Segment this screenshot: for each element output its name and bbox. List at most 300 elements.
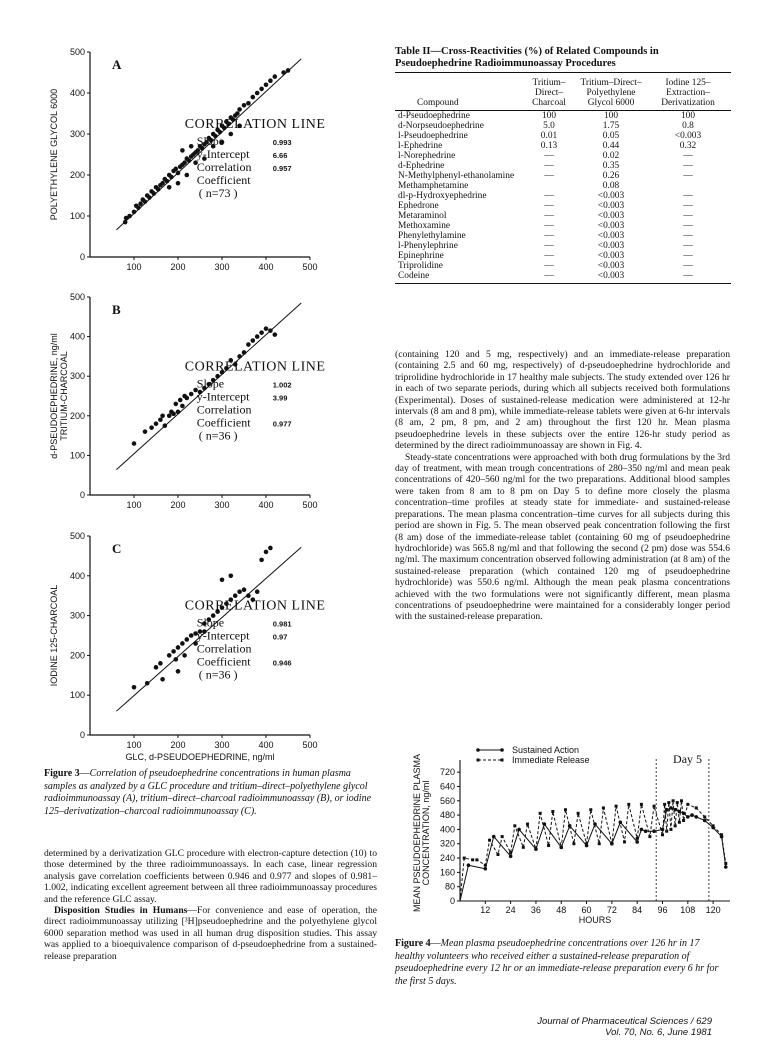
table-2-rule-top bbox=[395, 72, 731, 73]
figure-3-caption: Figure 3—Correlation of pseudoephedrine concentrations in human plasma samples as analyzed by a GLC procedure and tritium–direct–polyethylene glycol radioimmunoassay (A), tritium–direct–charcoal radioimmunoassay (B), or iodine 125–derivatization–charcoal radioimmunoassay (C). bbox=[44, 768, 372, 817]
left-paragraph-2: —For convenience and ease of operation, the direct radioimmunoassay utilizing [³H]pseudoephedrine and the polyethylene glycol 6000 separation method was used in all human drug disposition studies. This assay was applied to a bioequivalence comparison of d-pseudoephedrine from a sustained-release preparation bbox=[44, 905, 377, 962]
table-row bbox=[395, 261, 731, 271]
table-row bbox=[395, 271, 731, 281]
data-point bbox=[259, 558, 264, 563]
data-point bbox=[680, 799, 683, 802]
panel-letter: A bbox=[112, 57, 122, 72]
value-cell: 5.0 bbox=[543, 121, 555, 131]
data-point bbox=[694, 815, 698, 819]
x-tick-label: 48 bbox=[556, 905, 567, 915]
y-tick-label: 300 bbox=[69, 371, 85, 382]
value-cell: — bbox=[683, 221, 693, 231]
y-tick-label: 480 bbox=[439, 810, 455, 821]
compound-cell: d-Norpseudoephedrine bbox=[398, 121, 484, 131]
data-point bbox=[167, 653, 172, 658]
y-tick-label: 500 bbox=[69, 531, 85, 541]
data-point bbox=[127, 214, 132, 219]
data-point bbox=[667, 801, 670, 804]
compound-cell: Metaraminol bbox=[398, 211, 447, 221]
data-point bbox=[189, 392, 194, 397]
y-tick-label: 500 bbox=[69, 47, 85, 57]
y-tick-label: 400 bbox=[69, 88, 85, 98]
data-point bbox=[686, 803, 689, 806]
data-point bbox=[610, 842, 613, 845]
value-cell: — bbox=[544, 201, 554, 211]
data-point bbox=[123, 220, 128, 225]
value-cell: — bbox=[544, 251, 554, 261]
value-cell: — bbox=[683, 241, 693, 251]
data-point bbox=[669, 828, 672, 831]
y-tick-label: 80 bbox=[444, 881, 455, 892]
stat-value: 0.977 bbox=[272, 419, 292, 429]
data-point bbox=[229, 574, 234, 579]
data-point bbox=[488, 839, 491, 842]
data-point bbox=[154, 665, 159, 670]
data-point bbox=[627, 803, 630, 806]
y-tick-label: 160 bbox=[439, 867, 455, 878]
value-cell: <0.003 bbox=[597, 241, 625, 251]
data-point bbox=[132, 210, 137, 215]
compound-cell: l-Phenylephrine bbox=[398, 241, 458, 251]
data-point bbox=[189, 144, 194, 149]
table-row bbox=[395, 161, 731, 171]
data-point bbox=[255, 91, 260, 96]
data-point bbox=[686, 815, 690, 819]
data-point bbox=[517, 828, 521, 832]
compound-cell: Epinephrine bbox=[398, 251, 444, 261]
value-cell: <0.003 bbox=[597, 231, 625, 241]
data-point bbox=[636, 837, 639, 840]
data-point bbox=[255, 589, 260, 594]
value-cell: 100 bbox=[541, 111, 557, 121]
stat-label: y-Intercept bbox=[196, 628, 250, 643]
data-point bbox=[136, 206, 141, 211]
y-tick-label: 200 bbox=[69, 410, 85, 421]
y-tick-label: 0 bbox=[79, 730, 85, 740]
value-cell: 0.26 bbox=[602, 171, 620, 181]
legend-marker bbox=[500, 748, 504, 752]
x-tick-label: 200 bbox=[170, 500, 186, 510]
value-cell: — bbox=[544, 171, 554, 181]
value-cell: 0.44 bbox=[602, 141, 620, 151]
compound-cell: d-Pseudoephedrine bbox=[398, 111, 470, 121]
compound-cell: dl-p-Hydroxyephedrine bbox=[398, 191, 487, 201]
value-cell: — bbox=[683, 251, 693, 261]
left-body-text bbox=[44, 848, 377, 962]
data-point bbox=[246, 593, 251, 598]
data-point bbox=[703, 819, 707, 823]
data-point bbox=[185, 637, 190, 642]
value-cell: — bbox=[683, 161, 693, 171]
value-cell: — bbox=[544, 241, 554, 251]
value-cell bbox=[645, 181, 731, 191]
header-iodine: Iodine 125–Extraction–Derivatization bbox=[661, 78, 715, 108]
value-cell: — bbox=[683, 211, 693, 221]
data-point bbox=[160, 181, 165, 186]
data-point bbox=[652, 829, 656, 833]
stat-label: Correlation bbox=[196, 641, 252, 656]
x-tick-label: 60 bbox=[581, 905, 592, 915]
x-tick-label: 200 bbox=[170, 262, 186, 272]
legend-marker bbox=[501, 759, 504, 762]
stat-value: 0.946 bbox=[272, 658, 292, 668]
table-2 bbox=[395, 78, 731, 284]
scatter-plot-c bbox=[20, 520, 420, 760]
header-tritium-charcoal: Tritium–Direct–Charcoal bbox=[532, 78, 566, 108]
line-chart-figure-4 bbox=[388, 740, 748, 940]
stat-value: 0.981 bbox=[272, 619, 292, 629]
x-tick-label: 36 bbox=[530, 905, 541, 915]
data-point bbox=[644, 829, 648, 833]
data-point bbox=[522, 846, 525, 849]
value-cell: — bbox=[544, 231, 554, 241]
stat-label: Coefficient bbox=[196, 172, 251, 187]
compound-cell: l-Ephedrine bbox=[398, 141, 443, 151]
y-tick-label: 200 bbox=[69, 650, 85, 661]
x-tick-label: 12 bbox=[480, 905, 491, 915]
data-point bbox=[672, 799, 675, 802]
data-point bbox=[589, 808, 592, 811]
data-point bbox=[635, 840, 639, 844]
data-point bbox=[560, 846, 563, 849]
figure-3-text: Correlation of pseudoephedrine concentrations in human plasma samples as analyzed by a GLC procedure and tritium–direct–polyethylene glycol radioimmunoassay (A), tritium–direct–charcoal radioimmunoassay (B), or iodine 125–derivatization–charcoal radioimmunoassay (C). bbox=[44, 768, 372, 817]
y-tick-label: 400 bbox=[69, 570, 85, 581]
data-point bbox=[268, 546, 273, 551]
data-point bbox=[463, 857, 466, 860]
data-point bbox=[176, 181, 181, 186]
data-point bbox=[171, 412, 176, 417]
data-point bbox=[273, 74, 278, 79]
data-point bbox=[246, 342, 251, 347]
data-point bbox=[229, 132, 234, 137]
table-row bbox=[395, 141, 731, 151]
stat-value: 3.99 bbox=[272, 393, 288, 403]
stat-value: 0.957 bbox=[272, 163, 292, 173]
value-cell: — bbox=[683, 171, 693, 181]
data-point bbox=[663, 803, 666, 806]
data-point bbox=[674, 824, 677, 827]
figure-4-label: Figure 4 bbox=[395, 938, 431, 949]
data-point bbox=[526, 823, 529, 826]
data-point bbox=[189, 633, 194, 638]
x-tick-label: 100 bbox=[126, 262, 142, 272]
data-point bbox=[273, 332, 278, 337]
value-cell: 0.01 bbox=[540, 131, 558, 141]
y-tick-label: 100 bbox=[69, 450, 85, 461]
y-tick-label: 320 bbox=[439, 838, 455, 849]
legend-label: Immediate Release bbox=[512, 755, 590, 765]
value-cell: <0.003 bbox=[597, 201, 625, 211]
table-2-title: Table II—Cross-Reactivities (%) of Related Compounds in Pseudoephedrine Radioimmunoassay Procedures bbox=[395, 46, 659, 69]
data-point bbox=[176, 669, 181, 674]
data-point bbox=[572, 842, 575, 845]
y-axis-label: IODINE 125-CHARCOAL bbox=[49, 584, 59, 687]
right-paragraph-1: (containing 120 and 5 mg, respectively) and an immediate-release preparation (containing 2.5 and 60 mg, respectively) of d-pseudoephedrine hydrochloride and triprolidine hydrochloride in 17 healthy male subjects. The study extended over 126 hr in each of two separate periods, during which all subjects received both formulations (Experimental). Doses of sustained-release medication were administered at 12-hr intervals (8 am and 8 pm), while immediate-release tablets were given at 6-hr intervals (8 am, 2 pm, 8 pm, and 2 am) throughout the first 120 hr. Mean plasma pseudoephedrine levels in these subjects over the entire 126-hr study period as determined by the direct radioimmunoassay are shown in Fig. 4. bbox=[395, 349, 730, 452]
data-point bbox=[158, 661, 163, 666]
table-row bbox=[395, 191, 731, 201]
y-axis-label: d-PSEUDOEPHEDRINE, ng/ml bbox=[49, 333, 59, 459]
y-axis-label: POLYETHYLENE GLYCOL 6000 bbox=[49, 88, 59, 221]
value-cell: 0.13 bbox=[540, 141, 558, 151]
x-tick-label: 24 bbox=[505, 905, 516, 915]
data-point bbox=[286, 68, 291, 73]
data-point bbox=[509, 854, 513, 858]
data-point bbox=[242, 350, 247, 355]
header-compound: Compound bbox=[417, 98, 459, 108]
y-axis-label: MEAN PSEUDOEPHEDRINE PLASMA bbox=[412, 753, 422, 913]
journal-volume: Vol. 70, No. 6, June 1981 bbox=[605, 1027, 712, 1038]
value-cell: <0.003 bbox=[597, 251, 625, 261]
figure-4-caption: Figure 4—Mean plasma pseudoephedrine concentrations over 126 hr in 17 healthy volunteers who received either a sustained-release preparation of pseudoephedrine every 12 hr or an immediate-release preparation every 6 hr for the first 5 days. bbox=[395, 938, 719, 987]
y-tick-label: 0 bbox=[79, 490, 85, 500]
value-cell: 1.75 bbox=[602, 121, 620, 131]
data-point bbox=[513, 824, 516, 827]
data-point bbox=[281, 70, 286, 75]
data-point bbox=[182, 653, 187, 658]
data-point bbox=[180, 148, 185, 153]
data-point bbox=[720, 833, 723, 836]
data-point bbox=[185, 396, 190, 401]
data-point bbox=[264, 83, 269, 88]
x-tick-label: 84 bbox=[632, 905, 643, 915]
data-point bbox=[653, 805, 656, 808]
stat-label: y-Intercept bbox=[196, 146, 250, 161]
y-tick-label: 200 bbox=[69, 170, 85, 180]
x-tick-label: 72 bbox=[606, 905, 617, 915]
value-cell: — bbox=[544, 211, 554, 221]
x-tick-label: 120 bbox=[705, 905, 721, 915]
correlation-title: CORRELATION LINE bbox=[184, 116, 326, 132]
x-axis-label: GLC, d-PSEUDOEPHEDRINE, ng/ml bbox=[125, 752, 275, 762]
data-point bbox=[160, 677, 165, 682]
data-point bbox=[251, 338, 256, 343]
y-tick-label: 0 bbox=[449, 896, 455, 906]
data-point bbox=[712, 824, 715, 827]
y-axis-label-2: CONCENTRATION, ng/ml bbox=[421, 780, 431, 886]
data-point bbox=[220, 577, 225, 582]
data-point bbox=[648, 835, 651, 838]
data-point bbox=[547, 844, 550, 847]
value-cell: 0.05 bbox=[602, 131, 620, 141]
data-point bbox=[496, 853, 499, 856]
data-point bbox=[695, 806, 698, 809]
data-point bbox=[564, 808, 567, 811]
y-tick-label: 720 bbox=[439, 767, 455, 778]
y-tick-label: 560 bbox=[439, 795, 455, 806]
compound-cell: Methoxamine bbox=[398, 221, 451, 231]
data-point bbox=[167, 414, 172, 419]
data-point bbox=[143, 429, 148, 434]
data-point bbox=[185, 173, 190, 178]
data-point bbox=[467, 863, 471, 867]
right-body-text bbox=[395, 349, 730, 623]
data-point bbox=[163, 423, 168, 428]
data-point bbox=[180, 404, 185, 409]
data-point bbox=[492, 835, 496, 839]
table-row bbox=[395, 121, 731, 131]
data-point bbox=[661, 833, 664, 836]
y-tick-label: 640 bbox=[439, 781, 455, 792]
stat-label: Slope bbox=[196, 615, 225, 630]
data-point bbox=[724, 862, 727, 865]
x-tick-label: 500 bbox=[302, 500, 318, 510]
value-cell: — bbox=[544, 151, 554, 161]
data-point bbox=[682, 819, 685, 822]
left-paragraph-1: determined by a derivatization GLC procedure with electron-capture detection (10) to those determined by the three radioimmunoassays. In each case, linear regression analysis gave correlation coefficients between 0.946 and 0.977 and slopes of 0.981–1.002, indicating excellent agreement between all three radioimmunoassay procedures and the reference GLC assay. bbox=[44, 848, 377, 905]
journal-name: Journal of Pharmaceutical Sciences / 629 bbox=[537, 1016, 712, 1027]
data-point bbox=[132, 685, 137, 690]
x-axis-label: HOURS bbox=[578, 915, 612, 925]
value-cell bbox=[521, 181, 577, 191]
value-cell: — bbox=[544, 161, 554, 171]
y-tick-label: 100 bbox=[69, 690, 85, 701]
data-point bbox=[149, 425, 154, 430]
data-point bbox=[577, 812, 580, 815]
x-tick-label: 100 bbox=[126, 740, 142, 750]
data-point bbox=[165, 179, 170, 184]
x-tick-label: 400 bbox=[258, 740, 274, 750]
data-point bbox=[690, 813, 694, 817]
data-point bbox=[551, 810, 554, 813]
correlation-title: CORRELATION LINE bbox=[184, 598, 326, 614]
value-cell: 100 bbox=[680, 111, 696, 121]
value-cell: <0.003 bbox=[597, 221, 625, 231]
series-line bbox=[460, 808, 726, 901]
day-5-label: Day 5 bbox=[673, 752, 703, 766]
data-point bbox=[152, 191, 157, 196]
panel-letter: C bbox=[112, 541, 122, 556]
data-point bbox=[259, 87, 264, 92]
legend-label: Sustained Action bbox=[512, 745, 580, 755]
compound-cell: Methamphetamine bbox=[398, 181, 469, 191]
x-tick-label: 300 bbox=[214, 500, 230, 510]
value-cell: <0.003 bbox=[597, 261, 625, 271]
data-point bbox=[174, 402, 179, 407]
y-tick-label: 240 bbox=[439, 853, 455, 864]
data-point bbox=[154, 421, 159, 426]
y-tick-label: 400 bbox=[69, 331, 85, 342]
data-point bbox=[484, 864, 487, 867]
y-tick-label: 500 bbox=[69, 292, 85, 302]
scatter-plot-b bbox=[20, 285, 420, 525]
n-count: ( n=36 ) bbox=[198, 667, 238, 682]
data-point bbox=[475, 858, 478, 861]
value-cell: 0.8 bbox=[682, 121, 694, 131]
table-row bbox=[395, 231, 731, 241]
stat-label: Slope bbox=[196, 376, 225, 391]
stat-label: Coefficient bbox=[196, 654, 251, 669]
stat-value: 0.97 bbox=[272, 632, 288, 642]
x-tick-label: 500 bbox=[302, 262, 318, 272]
stat-label: Correlation bbox=[196, 402, 252, 417]
table-row bbox=[395, 181, 731, 191]
value-cell: — bbox=[544, 261, 554, 271]
data-point bbox=[251, 95, 256, 100]
x-tick-label: 200 bbox=[170, 740, 186, 750]
data-point bbox=[187, 158, 192, 163]
data-point bbox=[602, 806, 605, 809]
y-tick-label: 0 bbox=[79, 252, 85, 262]
data-point bbox=[665, 830, 668, 833]
n-count: ( n=36 ) bbox=[198, 428, 238, 443]
compound-cell: Ephedrone bbox=[398, 201, 439, 211]
value-cell: <0.003 bbox=[674, 131, 702, 141]
data-point bbox=[171, 649, 176, 654]
data-point bbox=[169, 175, 174, 180]
disposition-heading: Disposition Studies in Humans bbox=[54, 905, 188, 917]
y-tick-label: 400 bbox=[439, 824, 455, 835]
value-cell: <0.003 bbox=[597, 271, 625, 281]
right-paragraph-2: Steady-state concentrations were approached with both drug formulations by the 3rd day of treatment, with mean trough concentrations of 280–350 ng/ml and mean peak concentrations of 420–560 ng/ml for the two preparations. Additional blood samples were taken from 8 am to 8 pm on Day 5 to define more closely the plasma concentration–time profiles at steady state for immediate- and sustained-release preparations. The mean plasma concentration–time curves for all subjects during this period are shown in Fig. 5. The mean observed peak concentration following the first (8 am) dose of the immediate-release tablet (containing 60 mg of pseudoephedrine hydrochloride) was 565.8 ng/ml and that following the second (2 pm) dose was 554.6 ng/ml. The maximum concentration observed following administration (at 8 am) of the sustained-release preparation (which contained 120 mg of pseudoephedrine hydrochloride) was 550.6 ng/ml. Although the mean peak plasma concentrations achieved with the two formulations were not significantly different, mean plasma concentrations of pseudoephedrine were maintained for a considerably longer period with the sustained-release preparation. bbox=[395, 451, 730, 623]
data-point bbox=[268, 328, 273, 333]
data-point bbox=[176, 171, 181, 176]
figure-3-label: Figure 3 bbox=[44, 768, 80, 779]
y-tick-label: 300 bbox=[69, 610, 85, 621]
compound-cell: d-Ephedrine bbox=[398, 161, 445, 171]
value-cell: — bbox=[683, 201, 693, 211]
correlation-title: CORRELATION LINE bbox=[184, 359, 326, 375]
value-cell: <0.003 bbox=[597, 211, 625, 221]
value-cell: — bbox=[683, 151, 693, 161]
stat-value: 6.66 bbox=[272, 150, 288, 160]
table-row bbox=[395, 221, 731, 231]
data-point bbox=[264, 550, 269, 555]
data-point bbox=[598, 842, 601, 845]
data-point bbox=[174, 167, 179, 172]
data-point bbox=[242, 587, 247, 592]
table-row bbox=[395, 131, 731, 141]
figure-4-text: Mean plasma pseudoephedrine concentrations over 126 hr in 17 healthy volunteers who received either a sustained-release preparation of pseudoephedrine every 12 hr or an immediate-release preparation every 6 hr for the first 5 days. bbox=[395, 938, 719, 987]
data-point bbox=[534, 848, 537, 851]
data-point bbox=[233, 593, 238, 598]
data-point bbox=[703, 815, 706, 818]
x-tick-label: 300 bbox=[214, 262, 230, 272]
data-point bbox=[235, 111, 240, 116]
compound-cell: Codeine bbox=[398, 271, 430, 281]
n-count: ( n=73 ) bbox=[198, 185, 238, 200]
data-point bbox=[640, 828, 644, 832]
table-row bbox=[395, 171, 731, 181]
data-point bbox=[678, 821, 681, 824]
data-point bbox=[585, 842, 588, 845]
table-row bbox=[395, 111, 731, 121]
value-cell: 0.08 bbox=[602, 181, 620, 191]
data-point bbox=[176, 645, 181, 650]
data-point bbox=[509, 851, 512, 854]
data-point bbox=[138, 201, 143, 206]
legend-marker bbox=[477, 759, 480, 762]
x-tick-label: 108 bbox=[680, 905, 696, 915]
value-cell: 100 bbox=[603, 111, 619, 121]
table-row bbox=[395, 211, 731, 221]
value-cell: <0.003 bbox=[597, 191, 625, 201]
data-point bbox=[501, 835, 504, 838]
panel-letter: B bbox=[112, 302, 121, 317]
value-cell: — bbox=[544, 221, 554, 231]
data-point bbox=[167, 185, 172, 190]
compound-cell: Phenylethylamine bbox=[398, 231, 466, 241]
data-point bbox=[158, 417, 163, 422]
value-cell: — bbox=[683, 261, 693, 271]
data-point bbox=[640, 803, 643, 806]
value-cell: — bbox=[683, 271, 693, 281]
data-point bbox=[237, 589, 242, 594]
data-point bbox=[178, 398, 183, 403]
header-tritium-peg: Tritium–Direct–Polyethylene Glycol 6000 bbox=[580, 78, 642, 108]
data-point bbox=[264, 326, 269, 331]
data-point bbox=[242, 103, 247, 108]
value-cell: — bbox=[544, 191, 554, 201]
